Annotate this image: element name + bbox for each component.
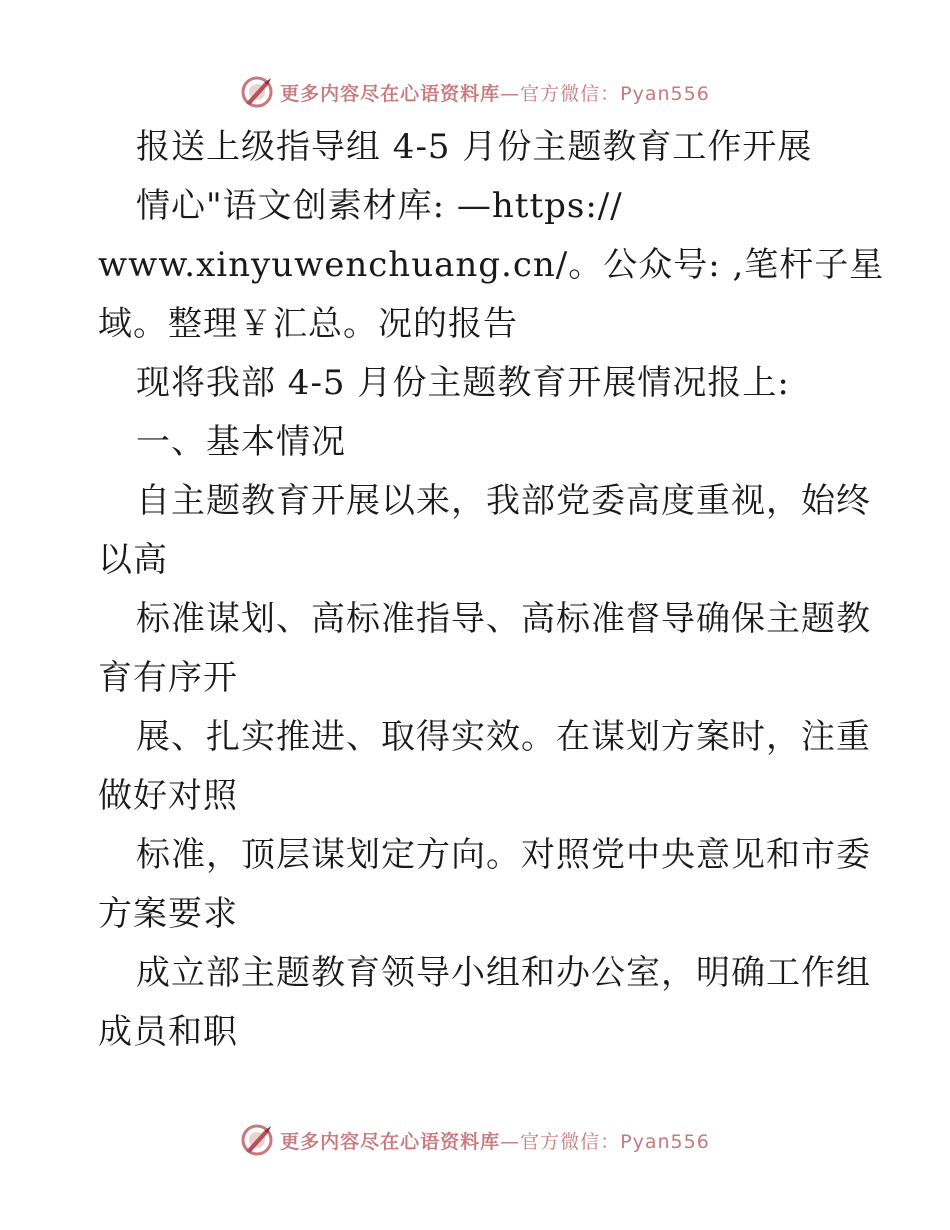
header-contact: 官方微信：Pyan556 xyxy=(520,82,710,105)
doc-line: 做好对照 xyxy=(98,776,238,816)
footer-banner xyxy=(0,1120,950,1160)
header-banner xyxy=(0,72,950,112)
footer-text xyxy=(280,1127,710,1154)
doc-line: www.xinyuwenchuang.cn/。公众号: ,笔杆子星 xyxy=(98,245,885,285)
doc-line: 以高 xyxy=(98,540,168,580)
header-dash: — xyxy=(500,82,521,105)
document-body xyxy=(98,118,885,1062)
doc-line: 域。整理￥汇总。况的报告 xyxy=(98,304,518,344)
doc-line: 成立部主题教育领导小组和办公室，明确工作组 xyxy=(136,953,871,993)
doc-line: 自主题教育开展以来，我部党委高度重视，始终 xyxy=(136,481,871,521)
doc-line: 情心"语文创素材库: —https:// xyxy=(136,186,623,226)
quill-seal-icon xyxy=(240,75,274,109)
section-heading: 一、基本情况 xyxy=(136,422,346,462)
doc-line: 成员和职 xyxy=(98,1012,238,1052)
header-text xyxy=(280,79,710,106)
doc-line: 展、扎实推进、取得实效。在谋划方案时，注重 xyxy=(136,717,871,757)
header-brand: 更多内容尽在心语资料库 xyxy=(280,82,501,105)
doc-line: 方案要求 xyxy=(98,894,238,934)
doc-line: 标准谋划、高标准指导、高标准督导确保主题教 xyxy=(136,599,871,639)
doc-line: 标准，顶层谋划定方向。对照党中央意见和市委 xyxy=(136,835,871,875)
doc-line: 现将我部 4-5 月份主题教育开展情况报上: xyxy=(136,363,790,403)
doc-line: 育有序开 xyxy=(98,658,238,698)
footer-contact: 官方微信：Pyan556 xyxy=(520,1130,710,1153)
footer-dash: — xyxy=(500,1130,521,1153)
doc-line: 报送上级指导组 4-5 月份主题教育工作开展 xyxy=(136,127,813,167)
footer-brand: 更多内容尽在心语资料库 xyxy=(280,1130,501,1153)
quill-seal-icon xyxy=(240,1123,274,1157)
